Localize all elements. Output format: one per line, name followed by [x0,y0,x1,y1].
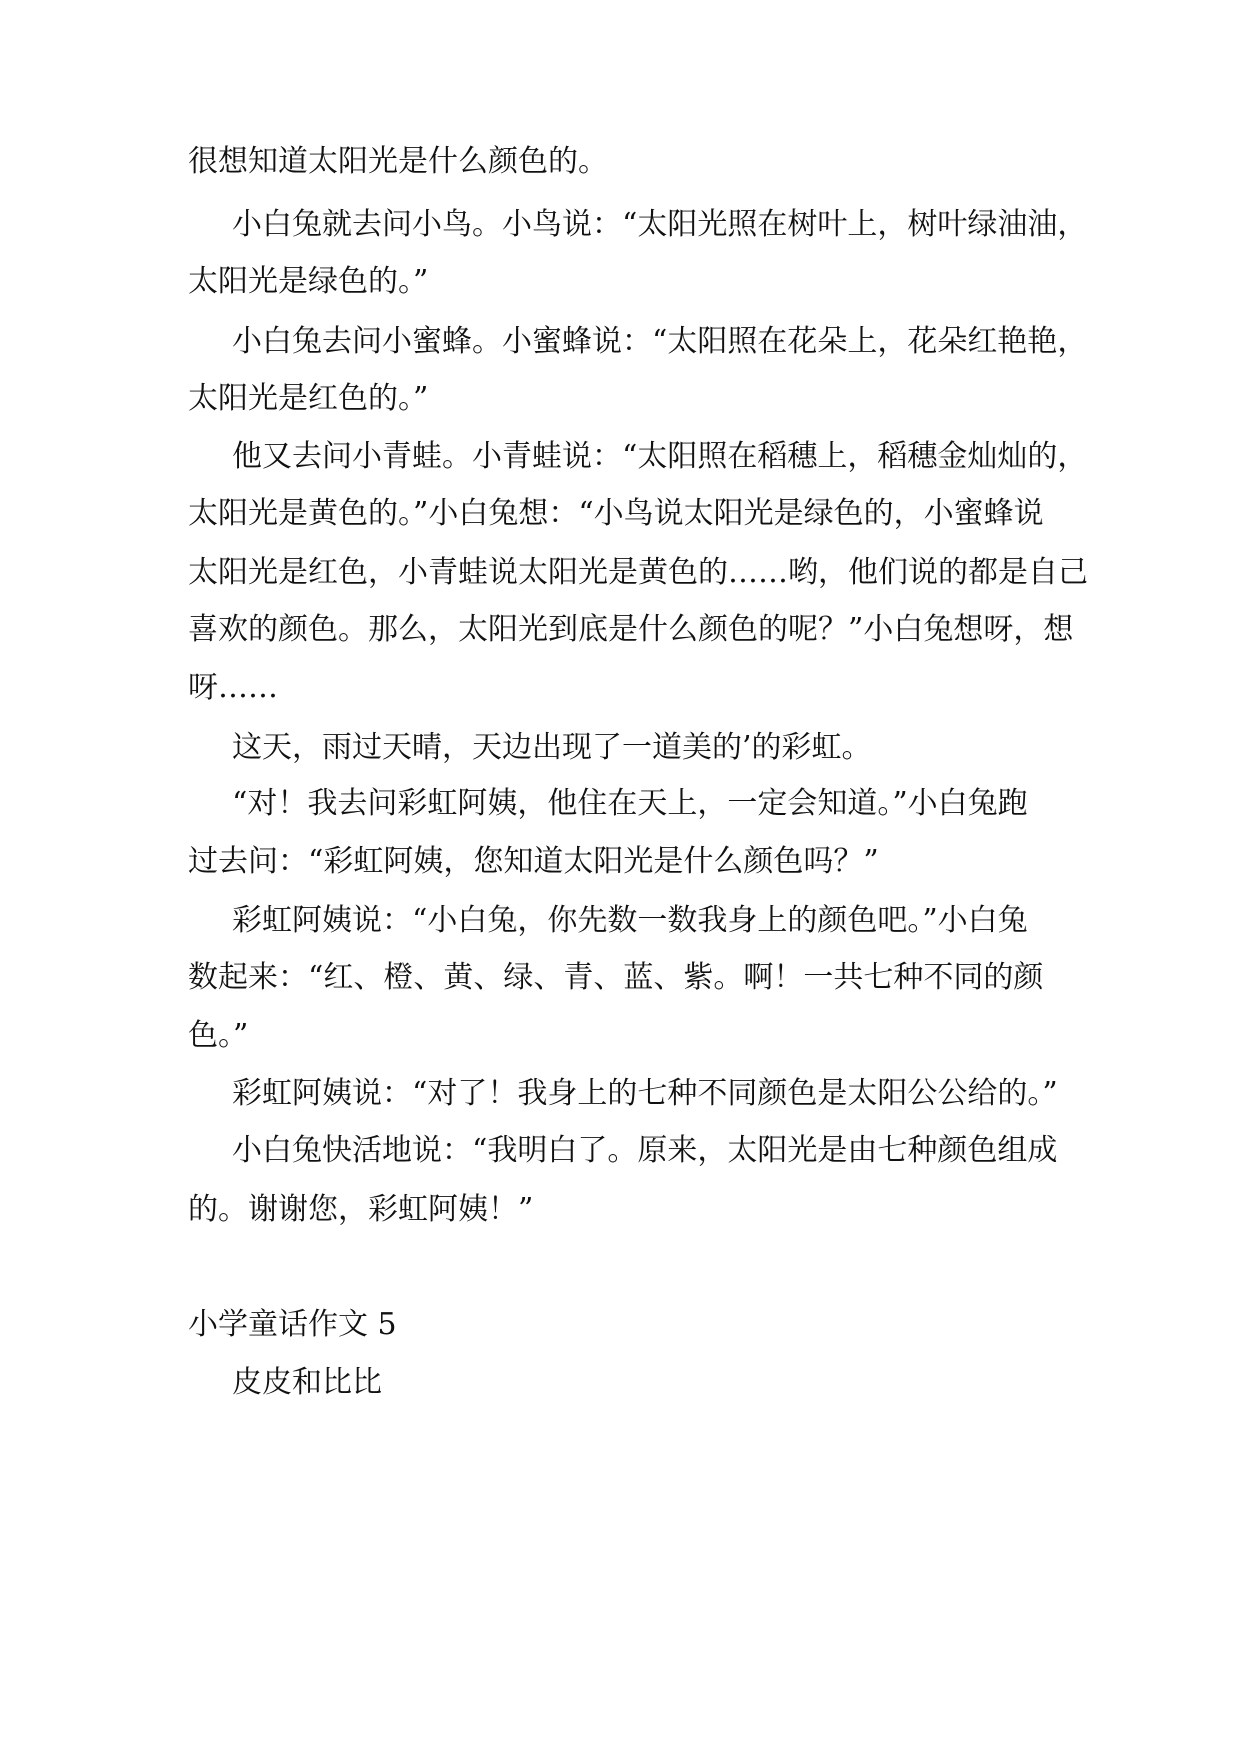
paragraph-line: 小白兔就去问小鸟。小鸟说：“太阳光照在树叶上，树叶绿油油， [232,207,1088,242]
paragraph-line: “对！我去问彩虹阿姨，他住在天上，一定会知道。”小白兔跑 [232,786,1028,821]
paragraph-line: 数起来：“红、橙、黄、绿、青、蓝、紫。啊！一共七种不同的颜 [188,960,1044,995]
paragraph-line: 彩虹阿姨说：“小白兔，你先数一数我身上的颜色吧。”小白兔 [232,903,1028,938]
section-heading: 小学童话作文 5 [188,1307,397,1342]
document-page [188,0,1088,1754]
paragraph-line: 呀…… [188,670,278,705]
paragraph-line: 太阳光是红色，小青蛙说太阳光是黄色的……哟，他们说的都是自己 [188,555,1088,590]
paragraph-line: 他又去问小青蛙。小青蛙说：“太阳照在稻穗上，稻穗金灿灿的， [232,439,1088,474]
paragraph-line: 彩虹阿姨说：“对了！我身上的七种不同颜色是太阳公公给的。” [232,1076,1058,1111]
paragraph-line: 太阳光是红色的。” [188,381,429,416]
paragraph-line: 小白兔快活地说：“我明白了。原来，太阳光是由七种颜色组成 [232,1133,1058,1168]
paragraph-line: 太阳光是绿色的。” [188,264,429,299]
paragraph-line: 喜欢的颜色。那么，太阳光到底是什么颜色的呢？”小白兔想呀，想 [188,612,1074,647]
paragraph-line: 小白兔去问小蜜蜂。小蜜蜂说：“太阳照在花朵上，花朵红艳艳， [232,324,1088,359]
paragraph-line: 太阳光是黄色的。”小白兔想：“小鸟说太阳光是绿色的，小蜜蜂说 [188,496,1044,531]
paragraph-line: 的。谢谢您，彩虹阿姨！” [188,1192,534,1227]
story-title: 皮皮和比比 [232,1365,382,1400]
paragraph-line: 过去问：“彩虹阿姨，您知道太阳光是什么颜色吗？” [188,844,879,879]
paragraph-line: 这天，雨过天晴，天边出现了一道美的’的彩虹。 [232,730,872,765]
paragraph-line: 色。” [188,1018,249,1053]
paragraph-line: 很想知道太阳光是什么颜色的。 [188,144,608,179]
